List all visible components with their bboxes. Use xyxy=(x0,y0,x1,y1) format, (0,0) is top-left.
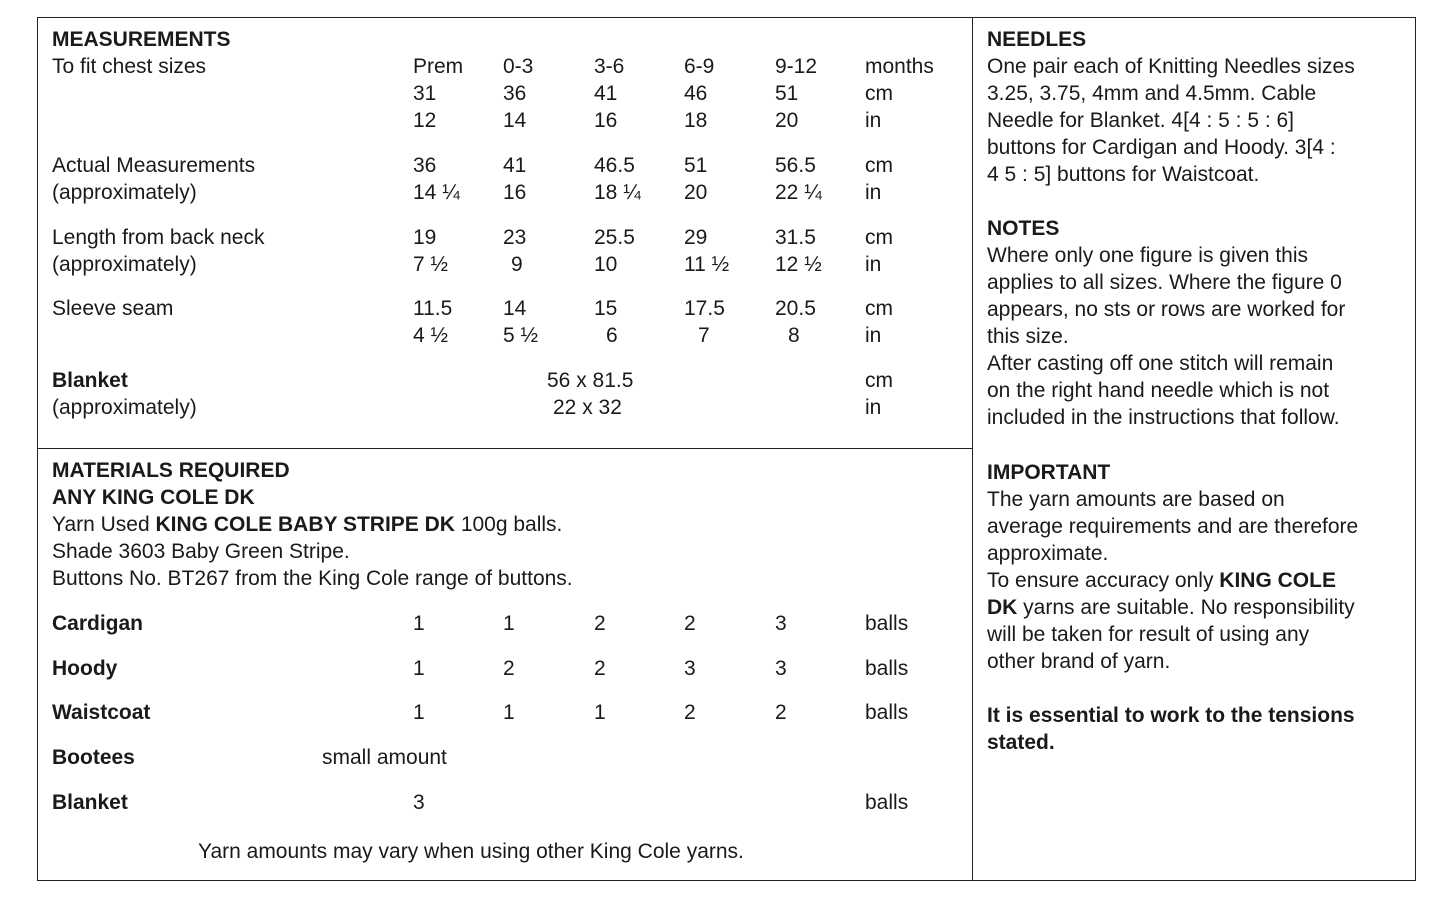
length-in-unit: in xyxy=(865,253,882,276)
length-in-value: 9 xyxy=(511,253,523,276)
hoody-balls: 2 xyxy=(503,657,515,680)
hoody-balls: 1 xyxy=(413,657,425,680)
sleeve-in-value: 8 xyxy=(788,324,800,347)
size-header: Prem xyxy=(413,55,464,78)
chest-in-value: 18 xyxy=(684,109,708,132)
bootees-amount: small amount xyxy=(322,746,447,769)
waistcoat-balls: 1 xyxy=(594,701,606,724)
chest-cm-value: 46 xyxy=(684,82,708,105)
hoody-unit: balls xyxy=(865,657,909,680)
actual-cm-unit: cm xyxy=(865,154,893,177)
actual-cm-value: 36 xyxy=(413,154,437,177)
spacer xyxy=(987,675,1412,702)
chest-cm-value: 36 xyxy=(503,82,527,105)
blanket-yarn-label: Blanket xyxy=(52,791,128,814)
blanket-in-value: 22 x 32 xyxy=(553,396,622,419)
sleeve-in-value: 4 ½ xyxy=(413,324,449,347)
waistcoat-balls: 1 xyxy=(413,701,425,724)
sleeve-in-unit: in xyxy=(865,324,882,347)
chest-in-value: 16 xyxy=(594,109,618,132)
waistcoat-balls: 1 xyxy=(503,701,515,724)
buttons-line: Buttons No. BT267 from the King Cole range of buttons. xyxy=(52,567,573,590)
length-cm-value: 23 xyxy=(503,226,527,249)
materials-subheading: ANY KING COLE DK xyxy=(52,486,255,509)
sleeve-cm-value: 11.5 xyxy=(413,297,453,320)
cardigan-balls: 2 xyxy=(684,612,696,635)
blanket-size-label: Blanket xyxy=(52,369,128,392)
chest-cm-value: 31 xyxy=(413,82,437,105)
notes-line: Where only one figure is given this xyxy=(987,244,1308,267)
important-heading: IMPORTANT xyxy=(987,461,1111,484)
waistcoat-unit: balls xyxy=(865,701,909,724)
hoody-label: Hoody xyxy=(52,657,118,680)
column-divider xyxy=(972,17,973,881)
waistcoat-balls: 2 xyxy=(684,701,696,724)
sleeve-cm-value: 20.5 xyxy=(775,297,816,320)
length-in-value: 7 ½ xyxy=(413,253,449,276)
needles-line: Needle for Blanket. 4[4 : 5 : 5 : 6] xyxy=(987,109,1295,132)
chest-in-value: 14 xyxy=(503,109,527,132)
notes-heading: NOTES xyxy=(987,217,1060,240)
blanket-approx: (approximately) xyxy=(52,396,197,419)
chest-in-value: 12 xyxy=(413,109,437,132)
chest-cm-value: 41 xyxy=(594,82,618,105)
length-cm-value: 31.5 xyxy=(775,226,816,249)
section-divider xyxy=(37,448,973,449)
actual-label: Actual Measurements xyxy=(52,154,256,177)
cardigan-label: Cardigan xyxy=(52,612,144,635)
size-header: 9-12 xyxy=(775,55,818,78)
blanket-in-unit: in xyxy=(865,396,882,419)
important-line: The yarn amounts are based on xyxy=(987,488,1285,511)
essential-line: stated. xyxy=(987,731,1055,754)
length-in-value: 11 ½ xyxy=(684,253,730,276)
actual-cm-value: 51 xyxy=(684,154,708,177)
needles-line: 4 5 : 5] buttons for Waistcoat. xyxy=(987,163,1260,186)
ensure-prefix: To ensure accuracy only xyxy=(987,569,1220,592)
needles-line: One pair each of Knitting Needles sizes xyxy=(987,55,1355,78)
cardigan-balls: 1 xyxy=(413,612,425,635)
important-line: average requirements and are therefore xyxy=(987,515,1359,538)
needles-line: 3.25, 3.75, 4mm and 4.5mm. Cable xyxy=(987,82,1317,105)
needles-line: buttons for Cardigan and Hoody. 3[4 : xyxy=(987,136,1336,159)
bootees-label: Bootees xyxy=(52,746,135,769)
blanket-cm-value: 56 x 81.5 xyxy=(547,369,634,392)
important-line xyxy=(987,594,1412,621)
essential-line: It is essential to work to the tensions xyxy=(987,704,1355,727)
length-cm-value: 29 xyxy=(684,226,708,249)
yarn-used-line xyxy=(52,511,562,538)
actual-cm-value: 56.5 xyxy=(775,154,816,177)
cardigan-balls: 2 xyxy=(594,612,606,635)
actual-cm-value: 46.5 xyxy=(594,154,635,177)
chest-in-unit: in xyxy=(865,109,882,132)
blanket-balls: 3 xyxy=(413,791,425,814)
ensure-brand: KING COLE xyxy=(1219,569,1336,592)
length-approx: (approximately) xyxy=(52,253,197,276)
cardigan-balls: 3 xyxy=(775,612,787,635)
sleeve-label: Sleeve seam xyxy=(52,297,174,320)
size-header: 6-9 xyxy=(684,55,715,78)
actual-cm-value: 41 xyxy=(503,154,527,177)
length-cm-value: 19 xyxy=(413,226,437,249)
length-cm-value: 25.5 xyxy=(594,226,635,249)
sleeve-cm-value: 14 xyxy=(503,297,527,320)
notes-line: appears, no sts or rows are worked for xyxy=(987,298,1346,321)
sleeve-in-value: 5 ½ xyxy=(503,324,539,347)
actual-in-value: 20 xyxy=(684,181,708,204)
hoody-balls: 2 xyxy=(594,657,606,680)
size-header: 0-3 xyxy=(503,55,534,78)
length-cm-unit: cm xyxy=(865,226,893,249)
measurements-heading: MEASUREMENTS xyxy=(52,28,231,51)
yarn-prefix: Yarn Used xyxy=(52,513,156,536)
actual-approx: (approximately) xyxy=(52,181,197,204)
needles-section xyxy=(987,26,1412,188)
notes-line: on the right hand needle which is not xyxy=(987,379,1330,402)
actual-in-value: 18 ¼ xyxy=(594,181,641,204)
materials-heading: MATERIALS REQUIRED xyxy=(52,459,290,482)
size-header: 3-6 xyxy=(594,55,625,78)
ensure-rest: yarns are suitable. No responsibility xyxy=(1017,596,1355,619)
waistcoat-label: Waistcoat xyxy=(52,701,151,724)
yarn-name: KING COLE BABY STRIPE DK xyxy=(155,513,455,536)
chest-in-value: 20 xyxy=(775,109,799,132)
notes-line: this size. xyxy=(987,325,1069,348)
needles-heading: NEEDLES xyxy=(987,28,1087,51)
actual-in-unit: in xyxy=(865,181,882,204)
chest-cm-unit: cm xyxy=(865,82,893,105)
important-line: will be taken for result of using any xyxy=(987,623,1310,646)
yarn-footer-note: Yarn amounts may vary when using other King Cole yarns. xyxy=(198,840,744,863)
sleeve-in-value: 6 xyxy=(606,324,618,347)
notes-section xyxy=(987,215,1412,431)
sleeve-cm-value: 15 xyxy=(594,297,618,320)
important-line: other brand of yarn. xyxy=(987,650,1171,673)
important-line xyxy=(987,567,1412,594)
important-section xyxy=(987,459,1412,756)
blanket-unit: balls xyxy=(865,791,909,814)
cardigan-balls: 1 xyxy=(503,612,515,635)
chest-cm-value: 51 xyxy=(775,82,799,105)
notes-line: After casting off one stitch will remain xyxy=(987,352,1334,375)
size-unit: months xyxy=(865,55,934,78)
length-in-value: 12 ½ xyxy=(775,253,822,276)
hoody-balls: 3 xyxy=(775,657,787,680)
length-label: Length from back neck xyxy=(52,226,265,249)
notes-line: applies to all sizes. Where the figure 0 xyxy=(987,271,1342,294)
sleeve-cm-value: 17.5 xyxy=(684,297,725,320)
cardigan-unit: balls xyxy=(865,612,909,635)
sleeve-in-value: 7 xyxy=(698,324,710,347)
important-line: approximate. xyxy=(987,542,1109,565)
ensure-brand-dk: DK xyxy=(987,596,1018,619)
chest-label: To fit chest sizes xyxy=(52,55,207,78)
blanket-cm-unit: cm xyxy=(865,369,893,392)
actual-in-value: 22 ¼ xyxy=(775,181,822,204)
actual-in-value: 16 xyxy=(503,181,527,204)
notes-line: included in the instructions that follow. xyxy=(987,406,1340,429)
waistcoat-balls: 2 xyxy=(775,701,787,724)
hoody-balls: 3 xyxy=(684,657,696,680)
shade-line: Shade 3603 Baby Green Stripe. xyxy=(52,540,350,563)
length-in-value: 10 xyxy=(594,253,618,276)
sleeve-cm-unit: cm xyxy=(865,297,893,320)
yarn-suffix: 100g balls. xyxy=(454,513,563,536)
actual-in-value: 14 ¼ xyxy=(413,181,460,204)
